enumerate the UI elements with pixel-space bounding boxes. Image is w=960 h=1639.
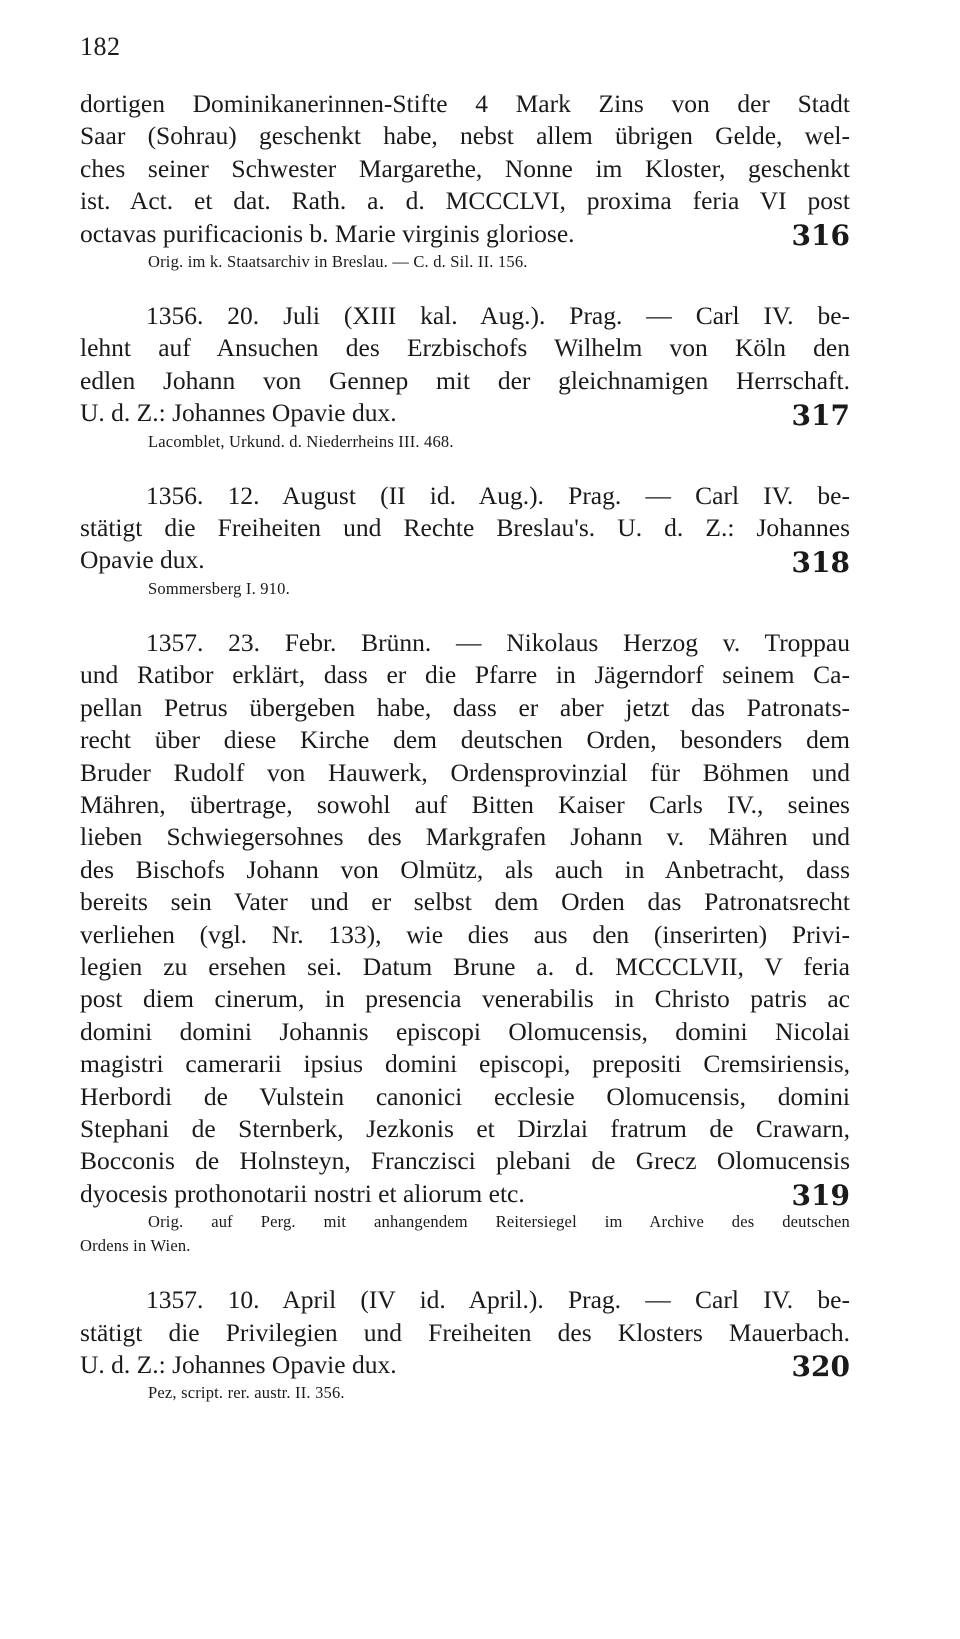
entry-line: edlen Johann von Gennep mit der gleichnamigen Herrschaft. [80, 365, 850, 395]
entry-last-row [80, 397, 850, 432]
entry-line: Mähren, übertrage, sowohl auf Bitten Kaiser Carls IV., seines [80, 789, 850, 819]
entry-line: und Ratibor erklärt, dass er die Pfarre in Jägerndorf seinem Ca- [80, 660, 850, 690]
entry-line: recht über diese Kirche dem deutschen Orden, besonders dem [80, 725, 850, 755]
entry-line: lieben Schwiegersohnes des Markgrafen Johann v. Mähren und [80, 822, 850, 852]
entry-line: legien zu ersehen sei. Datum Brune a. d. MCCCLVII, V feria [80, 951, 850, 981]
regest-number: 320 [791, 1350, 850, 1384]
regest-number: 316 [791, 219, 850, 253]
source-citation: Pez, script. rer. austr. II. 356. [148, 1383, 345, 1403]
entry-316 [80, 88, 850, 274]
entry-line: U. d. Z.: Johannes Opavie dux. [80, 398, 397, 428]
entry-line: 1356. 20. Juli (XIII kal. Aug.). Prag. — Carl IV. be- [146, 301, 850, 331]
source-citation: Lacomblet, Urkund. d. Niederrheins III. 468. [148, 431, 454, 451]
entry-line: Saar (Sohrau) geschenkt habe, nebst allem übrigen Gelde, wel- [80, 121, 850, 151]
entry-line: stätigt die Freiheiten und Rechte Breslau's. U. d. Z.: Johannes [80, 513, 850, 543]
entry-line: Bocconis de Holnsteyn, Franczisci plebani de Grecz Olomucensis [80, 1146, 850, 1176]
entry-line: bereits sein Vater und er selbst dem Orden das Patronatsrecht [80, 887, 850, 917]
entry-line: Stephani de Sternberk, Jezkonis et Dirzlai fratrum de Crawarn, [80, 1113, 850, 1143]
page-number: 182 [80, 32, 121, 61]
entry-line: verliehen (vgl. Nr. 133), wie dies aus den (inserirten) Privi- [80, 919, 850, 949]
entry-line: Opavie dux. [80, 545, 205, 575]
regest-number: 319 [791, 1179, 850, 1213]
entry-line: 1357. 10. April (IV id. April.). Prag. — Carl IV. be- [146, 1285, 850, 1315]
source-citation: Sommersberg I. 910. [148, 578, 290, 598]
body-text [80, 88, 850, 1405]
regest-number: 317 [791, 398, 850, 432]
entry-last-row [80, 1349, 850, 1384]
entry-line: 1356. 12. August (II id. Aug.). Prag. — Carl IV. be- [146, 480, 850, 510]
entry-line: lehnt auf Ansuchen des Erzbischofs Wilhelm von Köln den [80, 333, 850, 363]
source-citation: Orig. im k. Staatsarchiv in Breslau. — C. d. Sil. II. 156. [148, 252, 528, 272]
entry-line: ches seiner Schwester Margarethe, Nonne im Kloster, geschenkt [80, 153, 850, 183]
entry-line: 1357. 23. Febr. Brünn. — Nikolaus Herzog v. Troppau [146, 627, 850, 657]
source-citation: Ordens in Wien. [80, 1236, 191, 1256]
entry-line: stätigt die Privilegien und Freiheiten des Klosters Mauerbach. [80, 1317, 850, 1347]
entry-line: Bruder Rudolf von Hauwerk, Ordensprovinzial für Böhmen und [80, 757, 850, 787]
entry-last-row [80, 544, 850, 579]
source-citation: Orig. auf Perg. mit anhangendem Reitersiegel im Archive des deutschen [148, 1212, 850, 1232]
regest-number: 318 [791, 545, 850, 579]
entry-319 [80, 627, 850, 1258]
entry-line: magistri camerarii ipsius domini episcopi, prepositi Cremsiriensis, [80, 1049, 850, 1079]
entry-317 [80, 300, 850, 454]
entry-line: des Bischofs Johann von Olmütz, als auch in Anbetracht, dass [80, 854, 850, 884]
entry-line: ist. Act. et dat. Rath. a. d. MCCCLVI, proxima feria VI post [80, 186, 850, 216]
entry-line: octavas purificacionis b. Marie virginis gloriose. [80, 218, 575, 248]
entry-320 [80, 1284, 850, 1405]
entry-line: U. d. Z.: Johannes Opavie dux. [80, 1350, 397, 1379]
entry-line: Herbordi de Vulstein canonici ecclesie Olomucensis, domini [80, 1081, 850, 1111]
entry-line: pellan Petrus übergeben habe, dass er aber jetzt das Patronats- [80, 692, 850, 722]
entry-line: domini domini Johannis episcopi Olomucensis, domini Nicolai [80, 1016, 850, 1046]
entry-line: dyocesis prothonotarii nostri et aliorum etc. [80, 1178, 525, 1208]
entry-line: dortigen Dominikanerinnen-Stifte 4 Mark Zins von der Stadt [80, 89, 850, 118]
entry-last-row [80, 1178, 850, 1213]
entry-line: post diem cinerum, in presencia venerabilis in Christo patris ac [80, 984, 850, 1014]
entry-318 [80, 480, 850, 601]
entry-last-row [80, 218, 850, 253]
